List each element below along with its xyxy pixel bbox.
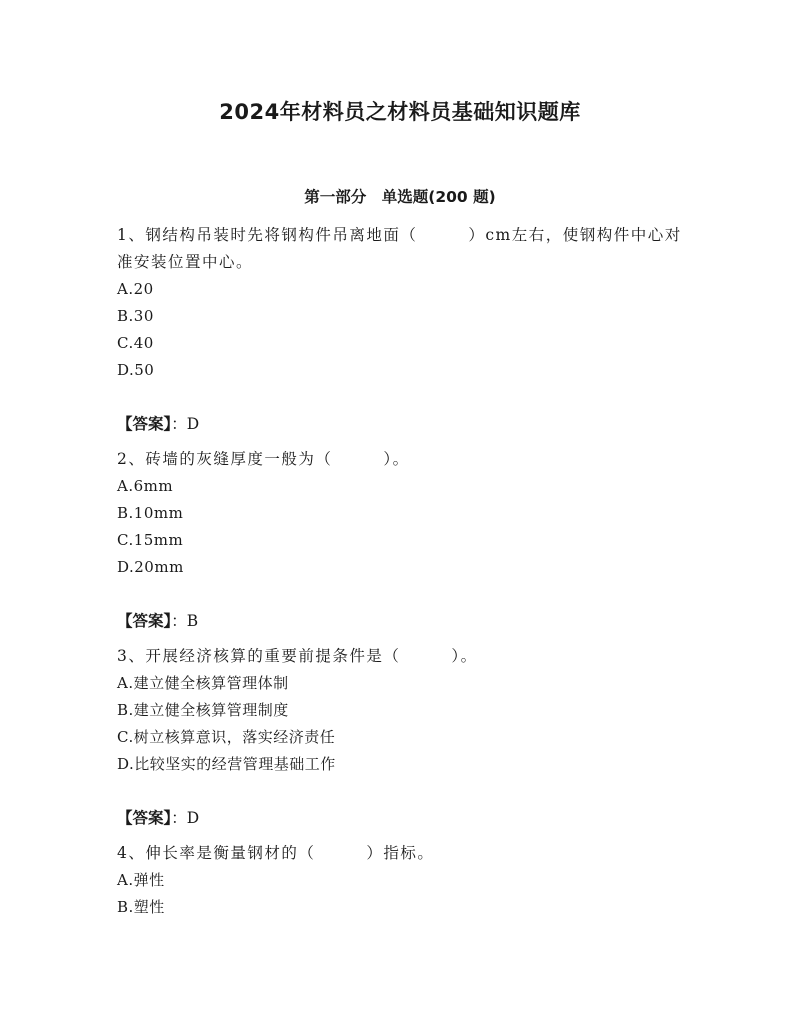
question-1 [117, 222, 687, 438]
option-a: A.弹性 [117, 871, 165, 889]
option-b: B.30 [117, 307, 154, 325]
answer-separator: ： [171, 415, 187, 433]
option-b: B.塑性 [117, 898, 165, 916]
answer-value: D [186, 415, 200, 433]
question-4 [117, 840, 687, 921]
question-stem: 1、钢结构吊装时先将钢构件吊离地面（ ）cm左右，使钢构件中心对准安装位置中心。 [117, 226, 682, 271]
option-a: A.6mm [117, 477, 174, 495]
option-a: A.20 [117, 280, 154, 298]
answer-value: B [186, 612, 199, 630]
option-c: C.树立核算意识，落实经济责任 [117, 728, 336, 746]
question-stem: 4、伸长率是衡量钢材的（ ）指标。 [117, 844, 435, 862]
question-3 [117, 643, 687, 832]
option-b: B.建立健全核算管理制度 [117, 701, 289, 719]
question-2 [117, 446, 687, 635]
question-list [117, 222, 687, 921]
option-a: A.建立健全核算管理体制 [117, 674, 289, 692]
option-d: D.比较坚实的经营管理基础工作 [117, 755, 336, 773]
option-b: B.10mm [117, 504, 184, 522]
section-title: 第一部分 单选题(200 题) [304, 188, 496, 206]
answer-label: 【答案】 [117, 612, 172, 630]
answer-label: 【答案】 [117, 809, 172, 827]
option-c: C.15mm [117, 531, 184, 549]
answer-label: 【答案】 [117, 415, 172, 433]
option-d: D.20mm [117, 558, 184, 576]
answer-line [117, 805, 687, 832]
option-c: C.40 [117, 334, 154, 352]
answer-separator: ： [171, 612, 187, 630]
document-title: 2024年材料员之材料员基础知识题库 [219, 100, 581, 124]
option-d: D.50 [117, 361, 155, 379]
answer-line [117, 608, 687, 635]
answer-separator: ： [171, 809, 187, 827]
answer-line [117, 411, 687, 438]
question-stem: 2、砖墙的灰缝厚度一般为（ ）。 [117, 450, 410, 468]
answer-value: D [186, 809, 200, 827]
question-stem: 3、开展经济核算的重要前提条件是（ ）。 [117, 647, 478, 665]
